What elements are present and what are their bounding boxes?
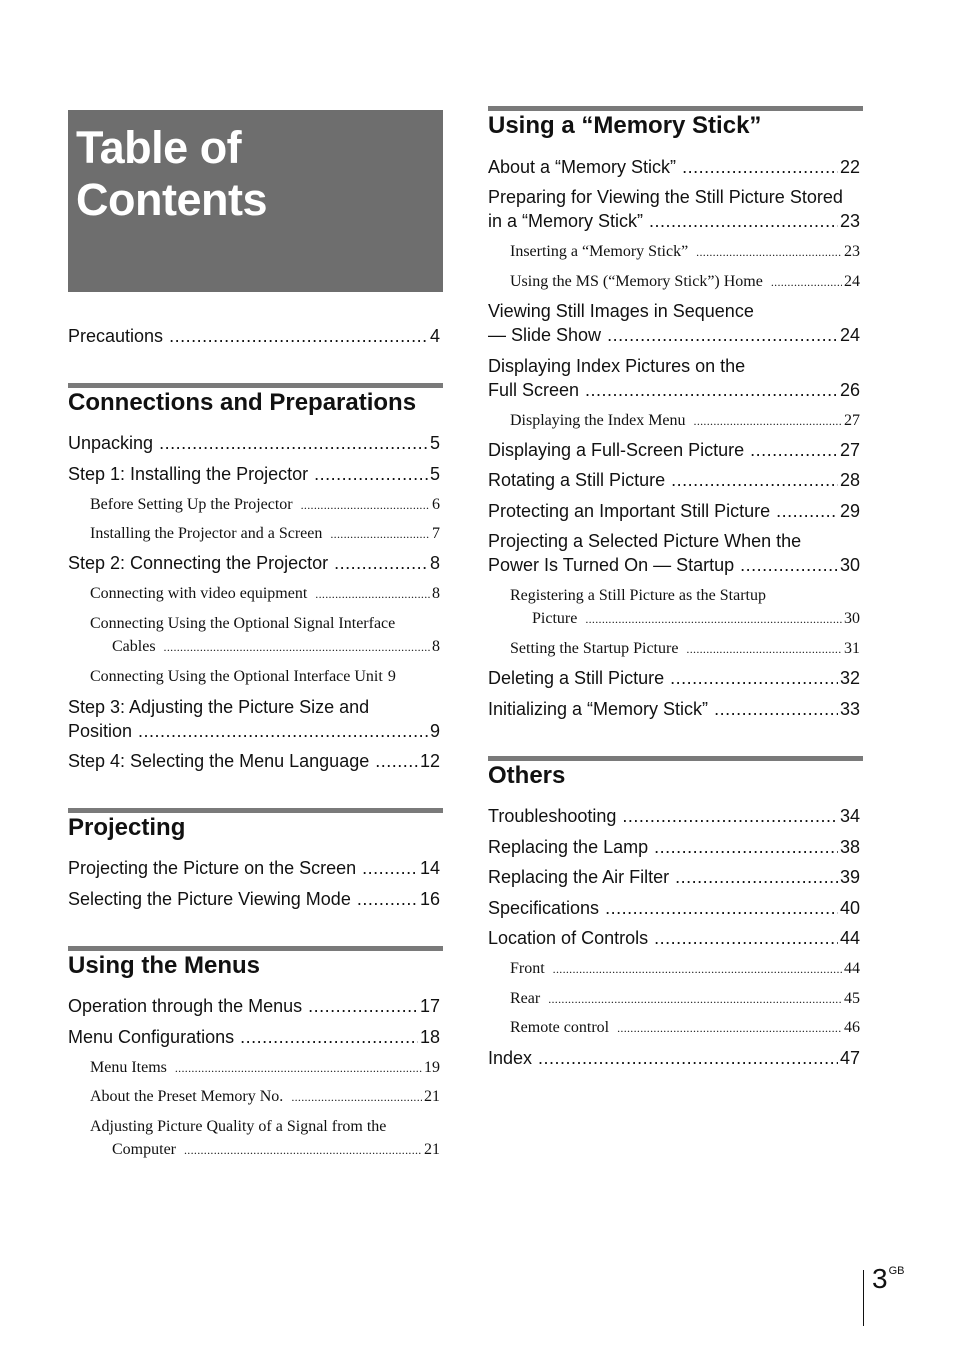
toc-entry-initializing[interactable]: Initializing a “Memory Stick” ..... 33: [488, 697, 860, 721]
toc-entry-full-screen[interactable]: Displaying a Full-Screen Picture ..... 27: [488, 438, 860, 462]
toc-subentry-before-setting[interactable]: Before Setting Up the Projector ..... 6: [90, 493, 440, 517]
toc-subentry-front[interactable]: Front ..... 44: [510, 957, 860, 981]
toc-entry-startup[interactable]: Projecting a Selected Picture When the Power Is Turned On — Startup ..... 30: [488, 529, 860, 577]
toc-entry-lamp[interactable]: Replacing the Lamp ..... 38: [488, 835, 860, 859]
toc-subentry-adjusting-quality[interactable]: Adjusting Picture Quality of a Signal from the Computer ..... 21: [90, 1115, 440, 1162]
toc-entry-unpacking[interactable]: Unpacking ..... 5: [68, 431, 440, 455]
toc-entry-index-pictures[interactable]: Displaying Index Pictures on the Full Screen ..... 26: [488, 354, 860, 402]
toc-entry-viewing-mode[interactable]: Selecting the Picture Viewing Mode ..... 16: [68, 887, 440, 911]
page-number: $3^{GB}$: [872, 1263, 905, 1294]
toc-entry-on-screen[interactable]: Projecting the Picture on the Screen ..... 14: [68, 856, 440, 880]
toc-entry-protecting[interactable]: Protecting an Important Still Picture ..... 29: [488, 499, 860, 523]
title-banner: [68, 110, 443, 292]
toc-subentry-remote[interactable]: Remote control ..... 46: [510, 1016, 860, 1040]
toc-subentry-optional-cables[interactable]: Connecting Using the Optional Signal Interface Cables ..... 8: [90, 612, 440, 659]
toc-entry-step3[interactable]: Step 3: Adjusting the Picture Size and Position ..... 9: [68, 695, 440, 743]
toc-entry-configurations[interactable]: Menu Configurations ..... 18: [68, 1025, 440, 1049]
toc-entry-step4[interactable]: Step 4: Selecting the Menu Language ..... 12: [68, 749, 440, 773]
section-rule: [68, 946, 443, 951]
toc-subentry-preset-memory[interactable]: About the Preset Memory No. ..... 21: [90, 1085, 440, 1109]
toc-entry-precautions[interactable]: Precautions ..... 4: [68, 324, 440, 348]
page-title: Table of Contents: [76, 122, 267, 225]
toc-subentry-optional-unit[interactable]: Connecting Using the Optional Interface Unit 9: [90, 668, 396, 685]
toc-subentry-rear[interactable]: Rear ..... 45: [510, 987, 860, 1011]
toc-subentry-index-menu[interactable]: Displaying the Index Menu ..... 27: [510, 409, 860, 433]
toc-entry-deleting[interactable]: Deleting a Still Picture ..... 32: [488, 666, 860, 690]
toc-subentry-menu-items[interactable]: Menu Items ..... 19: [90, 1056, 440, 1080]
toc-entry-step2[interactable]: Step 2: Connecting the Projector ..... 8: [68, 551, 440, 575]
section-heading-memory-stick: Using a “Memory Stick”: [488, 112, 762, 139]
section-heading-others: Others: [488, 762, 566, 789]
toc-subentry-setting-startup[interactable]: Setting the Startup Picture ..... 31: [510, 637, 860, 661]
toc-entry-rotating[interactable]: Rotating a Still Picture ..... 28: [488, 468, 860, 492]
toc-entry-air-filter[interactable]: Replacing the Air Filter ..... 39: [488, 865, 860, 889]
section-heading-projecting: Projecting: [68, 814, 186, 841]
section-rule: [68, 808, 443, 813]
toc-entry-operation[interactable]: Operation through the Menus ..... 17: [68, 994, 440, 1018]
toc-subentry-video-equipment[interactable]: Connecting with video equipment ..... 8: [90, 582, 440, 606]
toc-entry-index[interactable]: Index ..... 47: [488, 1046, 860, 1070]
section-heading-menus: Using the Menus: [68, 952, 261, 979]
toc-entry-about-memory-stick[interactable]: About a “Memory Stick” ..... 22: [488, 155, 860, 179]
toc-entry-preparing[interactable]: Preparing for Viewing the Still Picture Stored in a “Memory Stick” ..... 23: [488, 185, 860, 233]
toc-entry-slide-show[interactable]: Viewing Still Images in Sequence — Slide Show ..... 24: [488, 299, 860, 347]
toc-entry-troubleshooting[interactable]: Troubleshooting ..... 34: [488, 804, 860, 828]
section-rule: [488, 756, 863, 761]
toc-entry-controls[interactable]: Location of Controls ..... 44: [488, 926, 860, 950]
toc-subentry-registering[interactable]: Registering a Still Picture as the Startup Picture ..... 30: [510, 584, 860, 631]
toc-subentry-inserting[interactable]: Inserting a “Memory Stick” ..... 23: [510, 240, 860, 264]
toc-subentry-installing-screen[interactable]: Installing the Projector and a Screen ..... 7: [90, 522, 440, 546]
section-rule: [488, 106, 863, 111]
toc-entry-specifications[interactable]: Specifications ..... 40: [488, 896, 860, 920]
section-rule: [68, 383, 443, 388]
toc-subentry-ms-home[interactable]: Using the MS (“Memory Stick”) Home ..... 24: [510, 270, 860, 294]
page-number-suffix: GB: [888, 1265, 905, 1277]
toc-entry-step1[interactable]: Step 1: Installing the Projector ..... 5: [68, 462, 440, 486]
section-heading-connections: Connections and Preparations: [68, 389, 417, 416]
page-number-rule: [863, 1270, 864, 1326]
